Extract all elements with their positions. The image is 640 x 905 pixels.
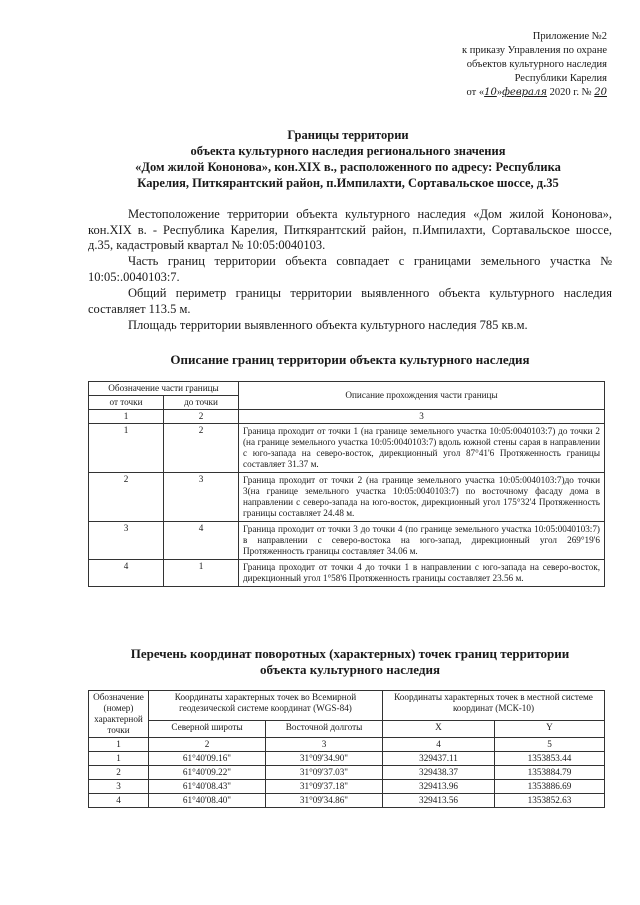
order-number: 20 [594,87,607,98]
col-point-id: Обозначение (номер) характерной точки [89,691,149,738]
document-title [88,127,608,191]
to-point: 4 [164,522,239,560]
latitude: 61°40'08.43" [149,780,266,794]
segment-description: Граница проходит от точки 2 (на границе земельного участка 10:05:0040103:7)до точки 3(на границе земельного участка 10:05:0040103:7) по восточному фасаду дома в направлении с северо-запада на юго-восток, дирекционный угол 175°32'4 Протяженность границы составляет 24.48 м. [239,473,605,522]
longitude: 31°09'34.86" [266,794,383,808]
col-boundary-part: Обозначение части границы [89,382,239,396]
point-id: 2 [89,766,149,780]
to-point: 1 [164,560,239,587]
col-number: 2 [164,410,239,424]
paragraph-area: Площадь территории выявленного объекта культурного наследия 785 кв.м. [128,318,528,332]
latitude: 61°40'08.40" [149,794,266,808]
date-prefix: от « [466,87,485,98]
date-mid: » [496,87,503,98]
col-from-point: от точки [89,396,164,410]
table-row [89,560,605,587]
from-point: 3 [89,522,164,560]
col-number: 3 [266,738,383,752]
table-row [89,752,605,766]
col-number: 1 [89,738,149,752]
coord-x: 329438.37 [383,766,495,780]
title-line-4: Карелия, Питкярантский район, п.Импилахти, Сортавальское шоссе, д.35 [137,176,559,190]
col-y: Y [495,721,605,738]
col-number: 1 [89,410,164,424]
boundary-description-table [88,381,605,587]
title-line-3: «Дом жилой Кононова», кон.XIX в., расположенного по адресу: Республика [135,160,561,174]
col-number: 3 [239,410,605,424]
paragraph-parcel: Часть границ территории объекта совпадает с границами земельного участка № 10:05:.0040103:7. [88,254,612,284]
col-number: 4 [383,738,495,752]
to-point: 3 [164,473,239,522]
coord-y: 1353884.79 [495,766,605,780]
boundary-description-heading: Описание границ территории объекта культурного наследия [170,352,530,367]
col-wgs84: Координаты характерных точек во Всемирной геодезической системе координат (WGS-84) [149,691,383,721]
from-point: 1 [89,424,164,473]
order-date [347,86,607,100]
coordinates-table [88,690,605,808]
to-point: 2 [164,424,239,473]
table-row [89,522,605,560]
table-row [89,780,605,794]
paragraph-location: Местоположение территории объекта культурного наследия «Дом жилой Кононова», кон.XIX в. - Республика Карелия, Питкярантский район, п.Импилахти, Сортавальское шоссе, д.35, кадастровый квартал № 10:05:0040103. [88,207,612,252]
coord-x: 329413.96 [383,780,495,794]
point-id: 4 [89,794,149,808]
col-x: X [383,721,495,738]
table-row [89,424,605,473]
paragraph-perimeter: Общий периметр границы территории выявленного объекта культурного наследия составляет 113.5 м. [88,286,612,316]
col-to-point: до точки [164,396,239,410]
date-year: 2020 г. № [549,87,592,98]
order-reference: к приказу Управления по охране [462,45,607,56]
segment-description: Граница проходит от точки 1 (на границе земельного участка 10:05:0040103:7) до точки 2 (на границе земельного участка 10:05:0040103:7) вдоль южной стены сарая в направлении с юго-запада на северо-восток, дирекционный угол 87°41'6 Протяженность границы составляет 31.37 м. [239,424,605,473]
longitude: 31°09'37.18" [266,780,383,794]
longitude: 31°09'34.90" [266,752,383,766]
region-name: Республики Карелия [514,73,607,84]
coord-y: 1353853.44 [495,752,605,766]
col-number: 2 [149,738,266,752]
col-description: Описание прохождения части границы [239,382,605,410]
table-row [89,473,605,522]
title-line-1: Границы территории [287,128,409,142]
latitude: 61°40'09.16" [149,752,266,766]
coord-x: 329437.11 [383,752,495,766]
point-id: 3 [89,780,149,794]
appendix-number: Приложение №2 [532,31,607,42]
authority-name: объектов культурного наследия [466,59,607,70]
table-row [89,766,605,780]
from-point: 4 [89,560,164,587]
coordinates-heading-line-2: объекта культурного наследия [260,662,440,677]
col-number: 5 [495,738,605,752]
latitude: 61°40'09.22" [149,766,266,780]
point-id: 1 [89,752,149,766]
appendix-header [347,30,607,100]
col-longitude: Восточной долготы [266,721,383,738]
col-latitude: Северной широты [149,721,266,738]
segment-description: Граница проходит от точки 4 до точки 1 в направлении с юго-запада на северо-восток, дирекционный угол 1°58'6 Протяженность границы составляет 23.56 м. [239,560,605,587]
table-row [89,794,605,808]
coord-y: 1353852.63 [495,794,605,808]
coordinates-heading [88,646,612,678]
title-line-2: объекта культурного наследия регионального значения [190,144,506,158]
coordinates-heading-line-1: Перечень координат поворотных (характерных) точек границ территории [130,646,570,661]
from-point: 2 [89,473,164,522]
segment-description: Граница проходит от точки 3 до точки 4 (по границе земельного участка 10:05:0040103:7) в направлении с северо-востока на юго-запад, дирекционный угол 269°19'6 Протяженность границы составляет 34.06 м. [239,522,605,560]
coord-x: 329413.56 [383,794,495,808]
date-day: 10 [484,87,497,98]
col-msk10: Координаты характерных точек в местной системе координат (МСК-10) [383,691,605,721]
date-month: февраля [502,87,547,98]
coord-y: 1353886.69 [495,780,605,794]
longitude: 31°09'37.03" [266,766,383,780]
